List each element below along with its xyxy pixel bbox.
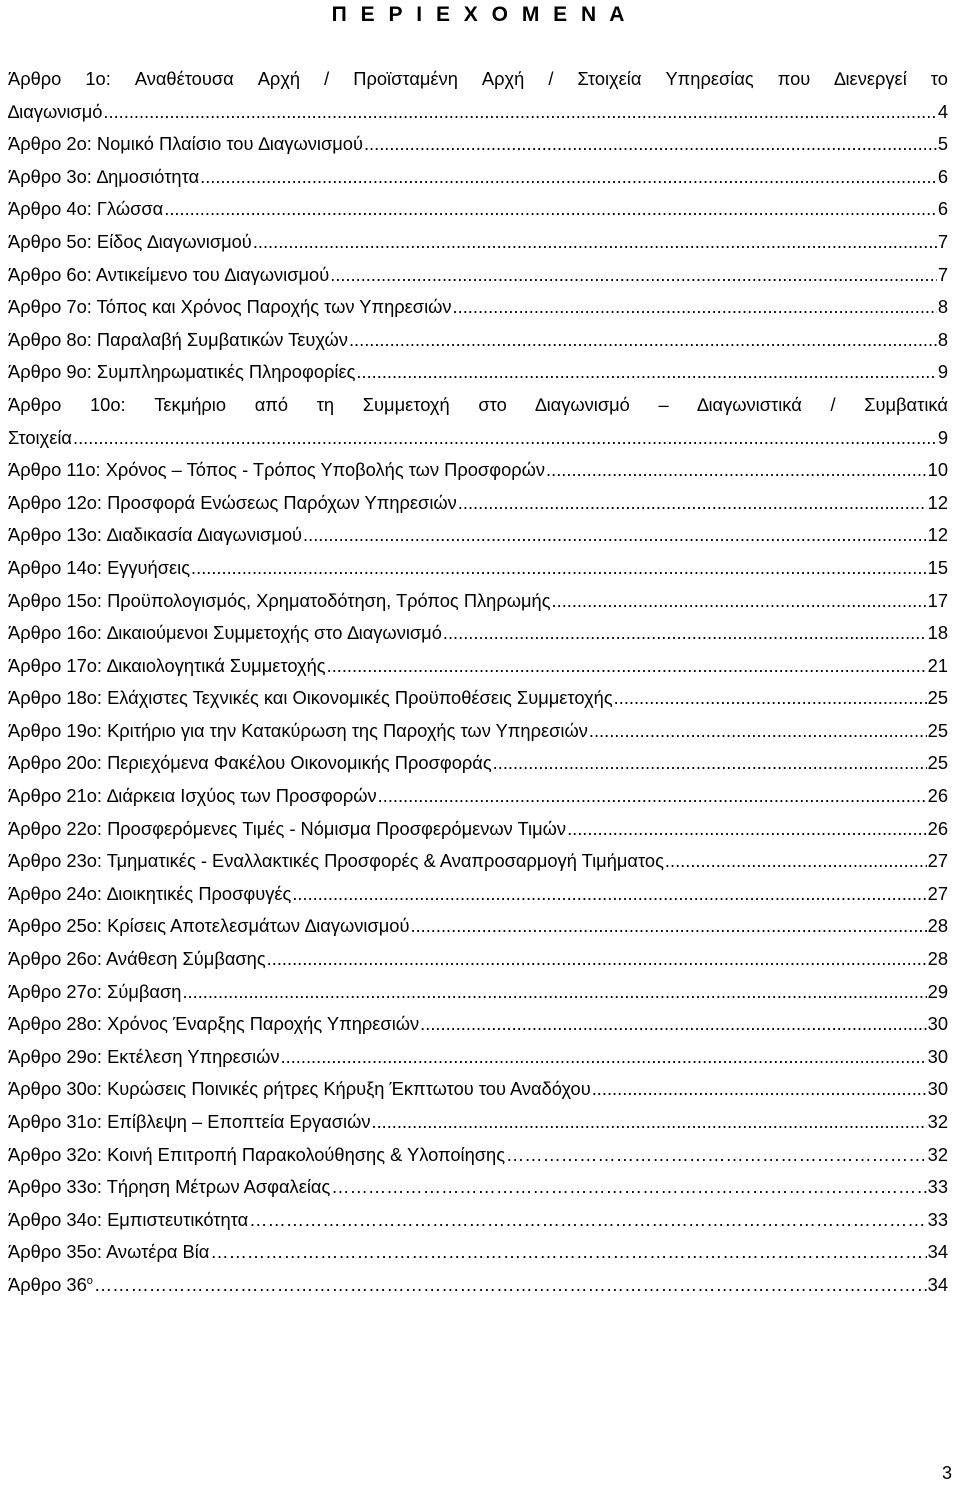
toc-entry-title: Άρθρο 16ο: ∆ικαιούμενοι Συμμετοχής στο ∆ιαγωνισμό [8, 622, 442, 644]
toc-entry-28[interactable] [8, 1008, 948, 1041]
toc-entry-5[interactable] [8, 226, 948, 259]
toc-entry-10[interactable] [8, 389, 948, 454]
table-of-contents [8, 63, 948, 1302]
toc-page-number: 33 [927, 1176, 948, 1198]
dot-leader [378, 780, 927, 813]
toc-page-number: 32 [927, 1143, 948, 1165]
toc-page-number: 28 [927, 915, 948, 937]
toc-entry-title: Άρθρο 23ο: Τμηματικές - Εναλλακτικές Προσφορές & Αναπροσαρμογή Τιμήματος [8, 850, 664, 872]
toc-page-number: 5 [937, 133, 948, 155]
page-title: Π Ε Ρ Ι Ε Χ Ο Μ Ε Ν Α [331, 3, 629, 26]
dot-leader [371, 1106, 926, 1139]
toc-entry-30[interactable] [8, 1073, 948, 1106]
toc-entry-11[interactable] [8, 454, 948, 487]
dot-leader [327, 650, 927, 683]
toc-entry-18[interactable] [8, 682, 948, 715]
toc-entry-15[interactable] [8, 585, 948, 618]
toc-entry-title: Άρθρο 33ο: Τήρηση Μέτρων Ασφαλείας [8, 1176, 331, 1198]
toc-page-number: 30 [927, 1013, 948, 1035]
toc-entry-title: Άρθρο 17ο: ∆ικαιολογητικά Συμμετοχής [8, 654, 326, 676]
toc-entry-title: Άρθρο 12ο: Προσφορά Ενώσεως Παρόχων Υπηρεσιών [8, 491, 457, 513]
toc-page-number: 26 [927, 785, 948, 807]
toc-page-number: 4 [937, 100, 948, 122]
toc-entry-title: Άρθρο $36^o$ [8, 1273, 93, 1295]
toc-entry-title: Άρθρο 26ο: Ανάθεση Σύμβασης [8, 948, 266, 970]
toc-entry-1-line1: Άρθρο 1ο: Αναθέτουσα Αρχή / Προϊσταμένη Αρχή / Στοιχεία Υπηρεσίας που ∆ιενεργεί το [8, 68, 948, 89]
page-number: 3 [941, 1463, 952, 1483]
toc-entry-25[interactable] [8, 910, 948, 943]
toc-page-number: 26 [927, 817, 948, 839]
toc-entry-title: Άρθρο 29ο: Εκτέλεση Υπηρεσιών [8, 1045, 280, 1067]
toc-entry-title: Άρθρο 5ο: Είδος ∆ιαγωνισμού [8, 230, 252, 252]
toc-page-number: 34 [927, 1241, 948, 1263]
dot-leader [614, 682, 927, 715]
toc-entry-title: Άρθρο 28ο: Χρόνος Έναρξης Παροχής Υπηρεσιών [8, 1013, 420, 1035]
toc-entry-title: Άρθρο 4ο: Γλώσσα [8, 198, 164, 220]
dot-leader [164, 193, 937, 226]
dot-leader [253, 226, 937, 259]
dot-leader [592, 1073, 927, 1106]
toc-entry-title: Άρθρο 27ο: Σύμβαση [8, 980, 182, 1002]
superscript-o: ο [86, 1274, 93, 1287]
toc-page-number: 18 [927, 622, 948, 644]
toc-entry-26[interactable] [8, 943, 948, 976]
toc-page-number: 25 [927, 752, 948, 774]
toc-entry-34[interactable] [8, 1204, 948, 1237]
toc-entry-13[interactable] [8, 519, 948, 552]
dot-leader [493, 747, 927, 780]
toc-page-number: 9 [937, 426, 948, 448]
dot-leader [356, 356, 936, 389]
dot-leader [200, 161, 937, 194]
dot-leader [364, 128, 937, 161]
toc-page-number: 15 [927, 556, 948, 578]
dot-leader [458, 487, 927, 520]
dot-leader [567, 813, 927, 846]
toc-entry-33[interactable] [8, 1171, 948, 1204]
toc-entry-9[interactable] [8, 356, 948, 389]
toc-entry-17[interactable] [8, 650, 948, 683]
toc-entry-6[interactable] [8, 259, 948, 292]
toc-entry-title: Άρθρο 9ο: Συμπληρωματικές Πληροφορίες [8, 361, 356, 383]
toc-entry-29[interactable] [8, 1041, 948, 1074]
toc-entry-title: Άρθρο 18ο: Ελάχιστες Τεχνικές και Οικονομικές Προϋποθέσεις Συμμετοχής [8, 687, 613, 709]
toc-entry-35[interactable] [8, 1236, 948, 1269]
dot-leader [665, 845, 927, 878]
toc-entry-title: Άρθρο 24ο: ∆ιοικητικές Προσφυγές [8, 882, 292, 904]
toc-entry-7[interactable] [8, 291, 948, 324]
toc-entry-1[interactable] [8, 63, 948, 128]
dot-leader [210, 1236, 926, 1269]
toc-entry-16[interactable] [8, 617, 948, 650]
dot-leader [281, 1041, 927, 1074]
toc-entry-title: Άρθρο 13ο: ∆ιαδικασία ∆ιαγωνισμού [8, 524, 303, 546]
toc-page-number: 27 [927, 882, 948, 904]
toc-entry-title: Άρθρο 25ο: Κρίσεις Αποτελεσμάτων ∆ιαγωνισμού [8, 915, 410, 937]
dot-leader [349, 324, 937, 357]
toc-page-number: 30 [927, 1078, 948, 1100]
toc-entry-24[interactable] [8, 878, 948, 911]
toc-page-number: 7 [937, 263, 948, 285]
toc-page-number: 7 [937, 230, 948, 252]
toc-entry-21[interactable] [8, 780, 948, 813]
dot-leader [506, 1139, 927, 1172]
toc-page-number: 6 [937, 165, 948, 187]
toc-entry-title: Άρθρο 14ο: Εγγυήσεις [8, 556, 191, 578]
dot-leader [103, 96, 936, 129]
toc-entry-10-line1: Άρθρο 10ο: Τεκμήριο από τη Συμμετοχή στο ∆ιαγωνισμό – ∆ιαγωνιστικά / Συμβατικά [8, 393, 948, 415]
toc-entry-title: Άρθρο 8ο: Παραλαβή Συμβατικών Τευχών [8, 328, 348, 350]
dot-leader [182, 976, 926, 1009]
toc-entry-3[interactable] [8, 161, 948, 194]
dot-leader [443, 617, 927, 650]
dot-leader [453, 291, 937, 324]
toc-entry-title: Άρθρο 15ο: Προϋπολογισμός, Χρηματοδότηση, Τρόπος Πληρωμής [8, 589, 551, 611]
toc-page-number: 34 [927, 1273, 948, 1295]
toc-page-number: 25 [927, 687, 948, 709]
toc-page-number: 30 [927, 1045, 948, 1067]
toc-page-number: 8 [937, 328, 948, 350]
toc-page-number: 8 [937, 296, 948, 318]
dot-leader [249, 1204, 927, 1237]
toc-entry-title: Άρθρο 32ο: Κοινή Επιτροπή Παρακολούθησης & Υλοποίησης [8, 1143, 506, 1165]
dot-leader [420, 1008, 926, 1041]
dot-leader [94, 1269, 927, 1302]
dot-leader [267, 943, 927, 976]
toc-entry-23[interactable] [8, 845, 948, 878]
toc-entry-32[interactable] [8, 1139, 948, 1172]
toc-entry-title: Άρθρο 21ο: ∆ιάρκεια Ισχύος των Προσφορών [8, 785, 377, 807]
toc-entry-8[interactable] [8, 324, 948, 357]
toc-entry-title: Άρθρο 20ο: Περιεχόμενα Φακέλου Οικονομικής Προσφοράς [8, 752, 492, 774]
toc-entry-title: Άρθρο 34ο: Εμπιστευτικότητα [8, 1208, 249, 1230]
toc-page-number: 10 [927, 459, 948, 481]
dot-leader [292, 878, 926, 911]
toc-page-number: 25 [927, 719, 948, 741]
toc-page-number: 32 [927, 1111, 948, 1132]
dot-leader [73, 422, 937, 455]
toc-page-number: 17 [927, 589, 948, 611]
toc-page-number: 6 [937, 198, 948, 220]
toc-entry-title: Άρθρο 22ο: Προσφερόμενες Τιμές - Νόμισμα Προσφερόμενων Τιμών [8, 817, 567, 839]
toc-page-number: 12 [927, 491, 948, 513]
toc-entry-title: Άρθρο 7ο: Τόπος και Χρόνος Παροχής των Υπηρεσιών [8, 296, 452, 318]
toc-page-number: 33 [927, 1208, 948, 1230]
dot-leader [546, 454, 927, 487]
toc-entry-31[interactable] [8, 1106, 948, 1139]
dot-leader [552, 585, 927, 618]
dot-leader [589, 715, 927, 748]
toc-entry-27[interactable] [8, 976, 948, 1009]
toc-entry-14[interactable] [8, 552, 948, 585]
toc-entry-2[interactable] [8, 128, 948, 161]
toc-entry-36[interactable] [8, 1269, 948, 1302]
dot-leader [191, 552, 927, 585]
toc-entry-20[interactable] [8, 747, 948, 780]
toc-entry-title: Άρθρο 6ο: Αντικείμενο του ∆ιαγωνισμού [8, 263, 330, 285]
toc-entry-title: Άρθρο 2ο: Νομικό Πλαίσιο του ∆ιαγωνισμού [8, 133, 363, 155]
toc-page-number: 28 [927, 948, 948, 970]
dot-leader [303, 519, 927, 552]
toc-entry-19[interactable] [8, 715, 948, 748]
dot-leader [330, 259, 937, 292]
toc-page-number: 12 [927, 524, 948, 546]
toc-entry-title: Άρθρο 3ο: ∆ημοσιότητα [8, 165, 200, 187]
dot-leader [410, 910, 926, 943]
toc-page-number: 29 [927, 980, 948, 1002]
toc-entry-title: Άρθρο 35ο: Ανωτέρα Βία [8, 1241, 210, 1263]
dot-leader [331, 1171, 926, 1204]
toc-entry-title: Άρθρο 31ο: Επίβλεψη – Εποπτεία Εργασιών [8, 1111, 371, 1132]
toc-entry-4[interactable] [8, 193, 948, 226]
toc-entry-title: Άρθρο 30ο: Κυρώσεις Ποινικές ρήτρες Κήρυξη Έκπτωτου του Αναδόχου [8, 1078, 591, 1100]
toc-entry-12[interactable] [8, 487, 948, 520]
toc-entry-1-line2: ∆ιαγωνισμό [8, 100, 103, 122]
toc-entry-22[interactable] [8, 813, 948, 846]
toc-page-number: 21 [927, 654, 948, 676]
toc-page-number: 9 [937, 361, 948, 383]
toc-page-number: 27 [927, 850, 948, 872]
toc-entry-title: Άρθρο 11ο: Χρόνος – Τόπος - Τρόπος Υποβολής των Προσφορών [8, 459, 546, 481]
toc-entry-10-line2: Στοιχεία [8, 426, 72, 448]
toc-entry-title: Άρθρο 19ο: Κριτήριο για την Κατακύρωση της Παροχής των Υπηρεσιών [8, 719, 588, 741]
